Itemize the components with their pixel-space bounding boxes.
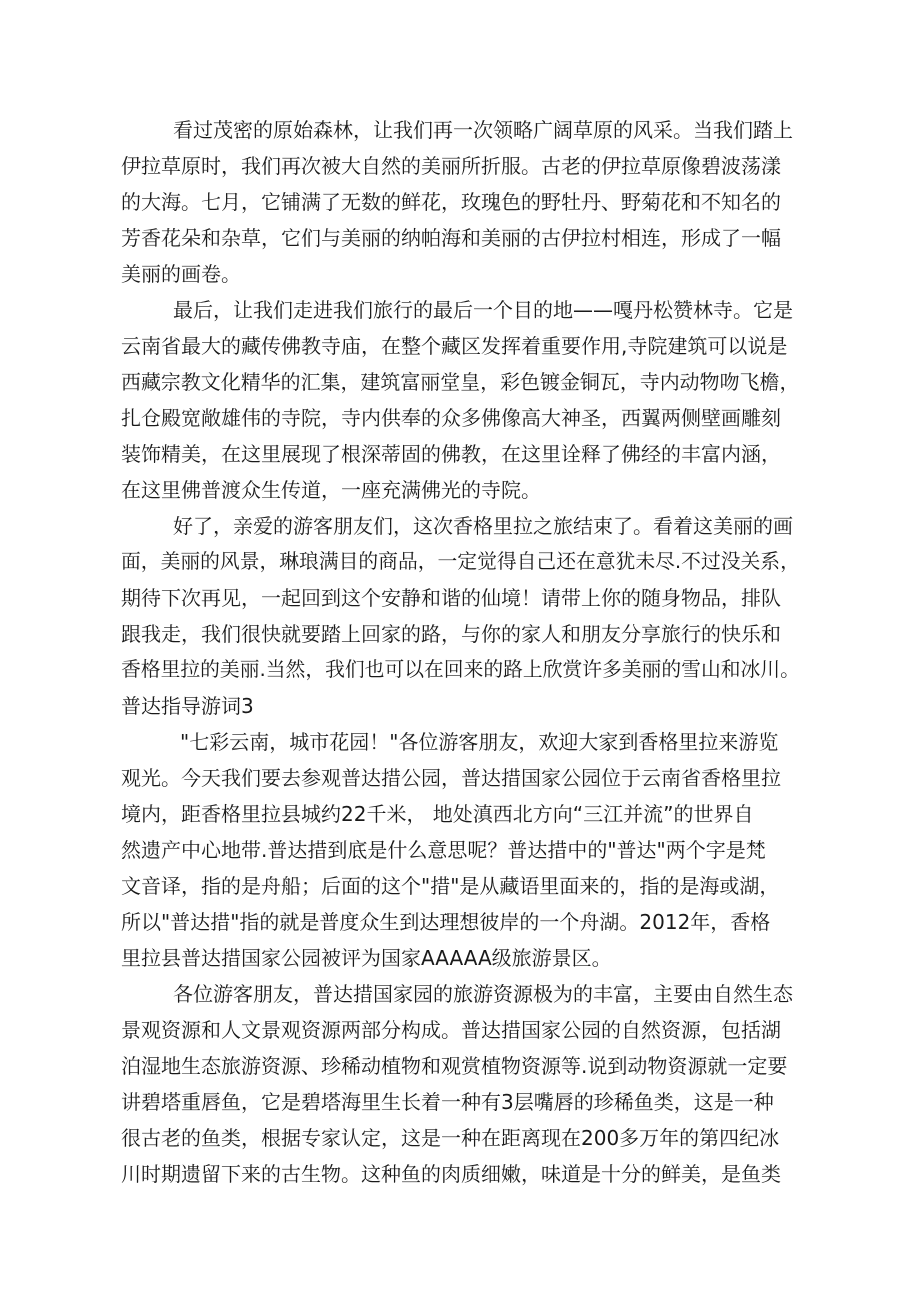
text-line: 的大海。七月，它铺满了无数的鲜花，玫瑰色的野牡丹、野菊花和不知名的 (121, 190, 781, 214)
text-line: 各位游客朋友，普达措国家园的旅游资源极为的丰富，主要由自然生态 (173, 982, 793, 1006)
text-line: 期待下次再见，一起回到这个安静和谐的仙境！请带上你的随身物品，排队 (121, 586, 781, 610)
text-line: 云南省最大的藏传佛教寺庙，在整个藏区发挥着重要作用,寺院建筑可以说是 (121, 334, 788, 358)
text-line: 美丽的画卷。 (121, 262, 241, 286)
text-line: 境内，距香格里拉县城约22千米， 地处滇西北方向“三江并流”的世界自 (121, 802, 754, 826)
text-line: 面，美丽的风景，琳琅满目的商品，一定觉得自己还在意犹未尽.不过没关系， (121, 550, 800, 573)
text-line: 泊湿地生态旅游资源、珍稀动植物和观赏植物资源等.说到动物资源就一定要 (121, 1054, 788, 1078)
text-line: 装饰精美，在这里展现了根深蒂固的佛教，在这里诠释了佛经的丰富内涵， (121, 442, 781, 466)
text-line: 然遗产中心地带.普达措到底是什么意思呢？普达措中的"普达"两个字是梵 (121, 838, 766, 862)
text-line: 香格里拉的美丽.当然，我们也可以在回来的路上欣赏许多美丽的雪山和冰川。 (121, 658, 800, 681)
text-line: 在这里佛普渡众生传道，一座充满佛光的寺院。 (121, 478, 541, 502)
text-line: 讲碧塔重唇鱼，它是碧塔海里生长着一种有3层嘴唇的珍稀鱼类，这是一种 (121, 1090, 774, 1114)
section-heading: 普达指导游词3 (121, 694, 254, 718)
text-line: 很古老的鱼类，根据专家认定，这是一种在距离现在200多万年的第四纪冰 (121, 1126, 780, 1150)
text-line: 芳香花朵和杂草，它们与美丽的纳帕海和美丽的古伊拉村相连，形成了一幅 (121, 226, 781, 250)
text-line: 里拉县普达措国家公园被评为国家AAAAA级旅游景区。 (121, 946, 612, 970)
text-line: 跟我走，我们很快就要踏上回家的路，与你的家人和朋友分享旅行的快乐和 (121, 622, 781, 646)
text-line: 伊拉草原时，我们再次被大自然的美丽所折服。古老的伊拉草原像碧波荡漾 (121, 154, 781, 178)
text-line: 看过茂密的原始森林，让我们再一次领略广阔草原的风采。当我们踏上 (173, 118, 793, 142)
text-line: 文音译，指的是舟船；后面的这个"措"是从藏语里面来的，指的是海或湖， (121, 874, 780, 898)
text-line: 所以"普达措"指的就是普度众生到达理想彼岸的一个舟湖。2012年，香格 (121, 910, 771, 934)
text-line: 川时期遗留下来的古生物。这种鱼的肉质细嫩，味道是十分的鲜美，是鱼类 (121, 1162, 781, 1186)
text-line: 好了，亲爱的游客朋友们，这次香格里拉之旅结束了。看着这美丽的画 (173, 514, 793, 538)
text-line: "七彩云南，城市花园！"各位游客朋友，欢迎大家到香格里拉来游览 (180, 730, 779, 754)
text-line: 扎仓殿宽敞雄伟的寺院，寺内供奉的众多佛像高大神圣，西翼两侧壁画雕刻 (121, 406, 781, 430)
text-line: 景观资源和人文景观资源两部分构成。普达措国家公园的自然资源，包括湖 (121, 1018, 781, 1042)
text-line: 观光。今天我们要去参观普达措公园，普达措国家公园位于云南省香格里拉 (121, 766, 781, 790)
text-line: 西藏宗教文化精华的汇集，建筑富丽堂皇，彩色镀金铜瓦，寺内动物吻飞檐， (121, 370, 800, 394)
text-line: 最后，让我们走进我们旅行的最后一个目的地——嘎丹松赞林寺。它是 (173, 298, 793, 322)
